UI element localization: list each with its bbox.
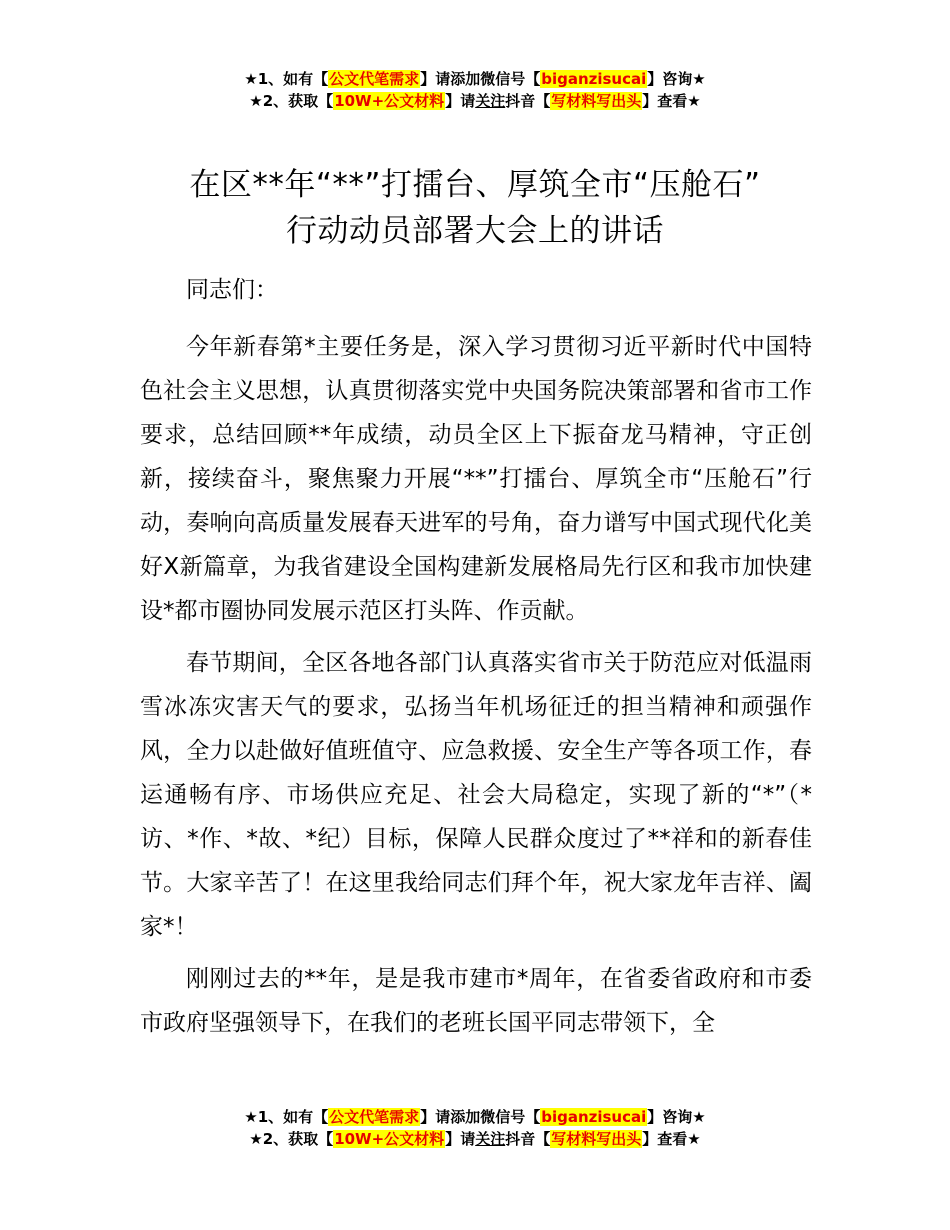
promo-text: 】请添加微信号【 xyxy=(420,1108,541,1126)
promo-line-1 xyxy=(0,68,950,90)
promo-text: ★2、获取【 xyxy=(249,1130,334,1148)
promo-text: ★1、如有【 xyxy=(244,1108,329,1126)
promo-text: 】请添加微信号【 xyxy=(420,70,541,88)
promo-text: ★1、如有【 xyxy=(244,70,329,88)
footer-promo-banner xyxy=(0,1106,950,1150)
promo-text: 抖音【 xyxy=(505,1130,551,1148)
promo-underline: 关注 xyxy=(475,1130,506,1148)
paragraph: 今年新春第*主要任务是，深入学习贯彻习近平新时代中国特色社会主义思想，认真贯彻落实党中央国务院决策部署和省市工作要求，总结回顾**年成绩，动员全区上下振奋龙马精神，守正创新，接续奋斗，聚焦聚力开展“**”打擂台、厚筑全市“压舱石”行动，奏响向高质量发展春天进军的号角，奋力谱写中国式现代化美好X新篇章，为我省建设全国构建新发展格局先行区和我市加快建设*都市圈协同发展示范区打头阵、作贡献。 xyxy=(140,334,812,624)
promo-highlight: 公文代笔需求 xyxy=(329,1108,420,1126)
promo-text: 抖音【 xyxy=(505,92,551,110)
salutation: 同志们： xyxy=(186,277,278,303)
promo-line-1 xyxy=(0,1106,950,1128)
promo-text: 】请 xyxy=(445,92,476,110)
title-line-1: 在区**年“**”打擂台、厚筑全市“压舱石” xyxy=(189,167,761,203)
promo-underline: 关注 xyxy=(475,92,506,110)
promo-highlight-wechat: biganzisucai xyxy=(541,70,647,88)
promo-text: 】查看★ xyxy=(642,1130,701,1148)
paragraph: 刚刚过去的**年，是是我市建市*周年，在省委省政府和市委市政府坚强领导下，在我们的老班长国平同志带领下，全 xyxy=(140,966,812,1036)
promo-highlight-wechat: biganzisucai xyxy=(541,1108,647,1126)
promo-highlight: 公文代笔需求 xyxy=(329,70,420,88)
promo-highlight: 10W+公文材料 xyxy=(334,92,445,110)
promo-text: 】咨询★ xyxy=(647,1108,706,1126)
promo-text: 】咨询★ xyxy=(647,70,706,88)
promo-line-2 xyxy=(0,1128,950,1150)
promo-text: 】请 xyxy=(445,1130,476,1148)
promo-highlight-douyin: 写材料写出头 xyxy=(551,1130,642,1148)
promo-text: ★2、获取【 xyxy=(249,92,334,110)
document-title xyxy=(80,162,870,254)
promo-highlight-douyin: 写材料写出头 xyxy=(551,92,642,110)
promo-text: 】查看★ xyxy=(642,92,701,110)
promo-line-2 xyxy=(0,90,950,112)
header-promo-banner xyxy=(0,68,950,112)
title-line-2: 行动动员部署大会上的讲话 xyxy=(286,213,664,249)
paragraph: 春节期间，全区各地各部门认真落实省市关于防范应对低温雨雪冰冻灾害天气的要求，弘扬当年机场征迁的担当精神和顽强作风，全力以赴做好值班值守、应急救援、安全生产等各项工作，春运通畅有序、市场供应充足、社会大局稳定，实现了新的“*”（*访、*作、*故、*纪）目标，保障人民群众度过了**祥和的新春佳节。大家辛苦了！在这里我给同志们拜个年，祝大家龙年吉祥、阖家*！ xyxy=(140,650,812,940)
promo-highlight: 10W+公文材料 xyxy=(334,1130,445,1148)
document-body xyxy=(140,268,812,1053)
